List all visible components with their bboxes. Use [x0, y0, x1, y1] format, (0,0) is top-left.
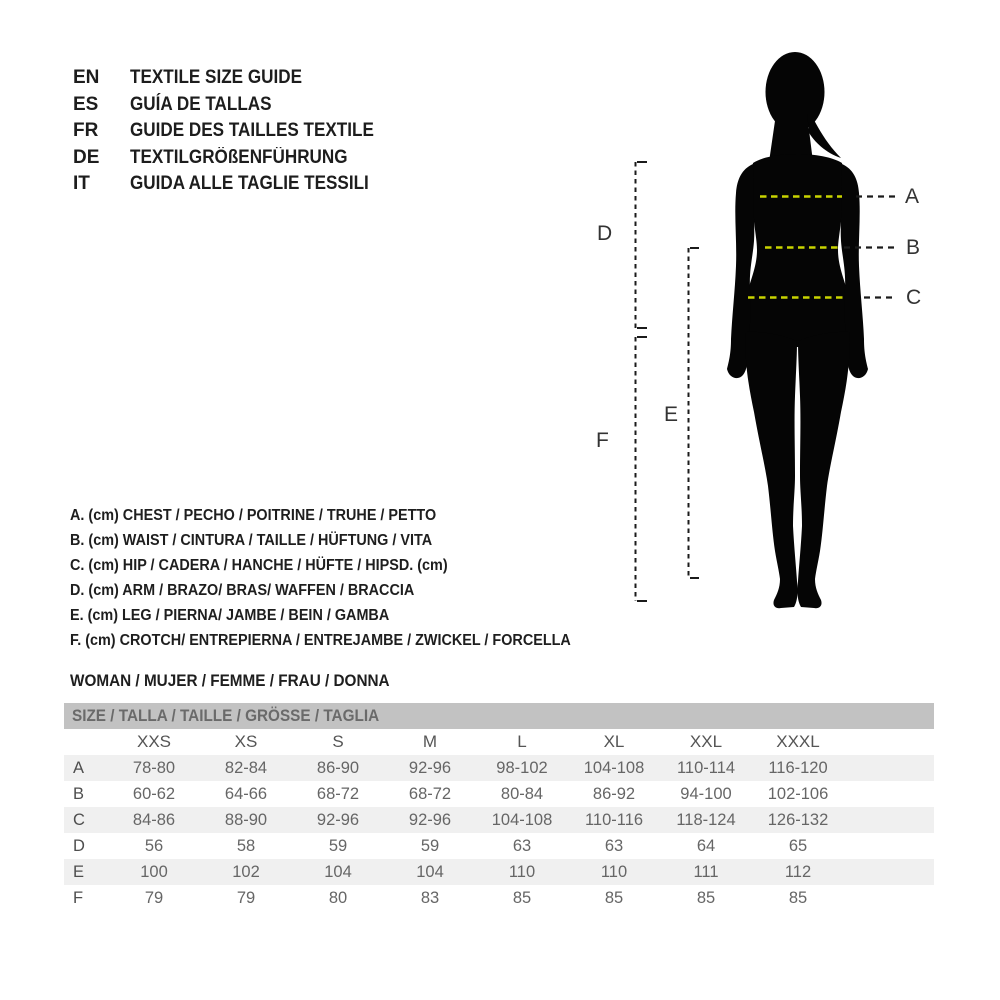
body-measure-dashes [748, 197, 845, 298]
gender-text: WOMAN / MUJER / FEMME / FRAU / DONNA [70, 671, 390, 690]
cell: 104 [324, 862, 352, 881]
legend-item-b [70, 528, 626, 553]
cell: 83 [420, 888, 440, 907]
cell: 118-124 [676, 810, 736, 829]
table-row [64, 833, 934, 859]
cell: 85 [788, 888, 808, 907]
cell: 65 [788, 836, 808, 855]
size-table-title: SIZE / TALLA / TAILLE / GRÖSSE / TAGLIA [72, 706, 380, 725]
cell: 86-90 [316, 758, 360, 777]
col-header: XXS [136, 732, 172, 751]
cell: 110-114 [676, 758, 736, 777]
lang-code: IT [73, 173, 90, 195]
cell: 92-96 [316, 810, 360, 829]
table-row [64, 807, 934, 833]
row-label: E [73, 862, 85, 881]
measure-label-d: D [597, 222, 613, 245]
measure-label-c: C [906, 286, 922, 309]
cell: 102 [232, 862, 260, 881]
cell: 59 [328, 836, 348, 855]
cell: 60-62 [132, 784, 176, 803]
row-label: F [73, 888, 84, 907]
measure-line-ticks [637, 162, 699, 601]
col-header: XXL [689, 732, 723, 751]
cell: 84-86 [132, 810, 176, 829]
legend-text: B. (cm) WAIST / CINTURA / TAILLE / HÜFTUNG / VITA [70, 531, 433, 549]
measurement-legend [70, 503, 626, 653]
cell: 104-108 [583, 758, 645, 777]
lang-row-es [73, 92, 401, 119]
cell: 94-100 [680, 784, 732, 803]
lang-code: ES [73, 93, 99, 115]
row-label: B [73, 784, 85, 803]
size-column-header-row [64, 729, 934, 755]
cell: 92-96 [408, 810, 452, 829]
col-header: XS [234, 732, 258, 751]
table-row [64, 859, 934, 885]
legend-item-e [70, 603, 626, 628]
legend-item-d [70, 578, 626, 603]
row-label: A [73, 758, 85, 777]
lang-row-fr [73, 118, 401, 145]
legend-item-c [70, 553, 626, 578]
cell: 112 [784, 862, 812, 881]
woman-silhouette [727, 52, 868, 608]
col-header: S [332, 732, 344, 751]
cell: 79 [144, 888, 164, 907]
legend-text: C. (cm) HIP / CADERA / HANCHE / HÜFTE / HIPSD. (cm) [70, 556, 448, 574]
lang-row-de [73, 145, 401, 172]
cell: 79 [236, 888, 256, 907]
lang-title: TEXTILGRÖßENFÜHRUNG [130, 146, 348, 168]
lang-row-en [73, 65, 401, 92]
size-table-title-bar [64, 703, 934, 729]
cell: 116-120 [768, 758, 828, 777]
lang-row-it [73, 171, 401, 198]
measure-label-a: A [905, 185, 920, 208]
legend-text: A. (cm) CHEST / PECHO / POITRINE / TRUHE / PETTO [70, 506, 437, 524]
language-title-block [73, 65, 401, 198]
cell: 86-92 [592, 784, 636, 803]
cell: 68-72 [408, 784, 452, 803]
vertical-measure-lines [636, 162, 689, 601]
cell: 104 [416, 862, 444, 881]
cell: 56 [144, 836, 164, 855]
legend-text: F. (cm) CROTCH/ ENTREPIERNA / ENTREJAMBE / ZWICKEL / FORCELLA [70, 631, 571, 649]
cell: 59 [420, 836, 440, 855]
cell: 58 [236, 836, 256, 855]
lang-code: DE [73, 146, 100, 168]
cell: 78-80 [132, 758, 176, 777]
cell: 110 [508, 862, 536, 881]
cell: 80 [328, 888, 348, 907]
cell: 85 [696, 888, 716, 907]
size-table [64, 703, 934, 911]
legend-text: E. (cm) LEG / PIERNA/ JAMBE / BEIN / GAMBA [70, 606, 390, 624]
cell: 100 [140, 862, 168, 881]
lang-title: TEXTILE SIZE GUIDE [130, 67, 302, 89]
col-header: L [517, 732, 527, 751]
col-header: M [422, 732, 438, 751]
cell: 80-84 [500, 784, 544, 803]
label-leader-dashes [844, 197, 897, 298]
cell: 98-102 [496, 758, 548, 777]
cell: 85 [512, 888, 532, 907]
table-row [64, 755, 934, 781]
lang-title: GUIDE DES TAILLES TEXTILE [130, 120, 374, 142]
cell: 126-132 [767, 810, 829, 829]
legend-text: D. (cm) ARM / BRAZO/ BRAS/ WAFFEN / BRACCIA [70, 581, 415, 599]
legend-item-f [70, 628, 626, 653]
cell: 104-108 [491, 810, 553, 829]
cell: 63 [604, 836, 624, 855]
cell: 64 [696, 836, 716, 855]
cell: 102-106 [767, 784, 829, 803]
lang-code: EN [73, 67, 100, 89]
cell: 110-116 [584, 810, 644, 829]
cell: 92-96 [408, 758, 452, 777]
row-label: D [73, 836, 85, 855]
lang-title: GUÍA DE TALLAS [130, 93, 272, 115]
lang-code: FR [73, 120, 99, 142]
cell: 63 [512, 836, 532, 855]
legend-item-a [70, 503, 626, 528]
cell: 82-84 [224, 758, 268, 777]
measure-label-e: E [664, 403, 679, 426]
cell: 111 [693, 862, 719, 881]
row-label: C [73, 810, 85, 829]
table-row [64, 781, 934, 807]
gender-heading [70, 671, 425, 691]
cell: 85 [604, 888, 624, 907]
table-row [64, 885, 934, 911]
cell: 64-66 [224, 784, 268, 803]
cell: 88-90 [224, 810, 268, 829]
cell: 110 [600, 862, 628, 881]
col-header: XL [603, 732, 625, 751]
lang-title: GUIDA ALLE TAGLIE TESSILI [130, 173, 369, 195]
measure-label-b: B [906, 236, 921, 259]
measure-label-f: F [596, 429, 609, 452]
col-header: XXXL [776, 732, 820, 751]
cell: 68-72 [316, 784, 360, 803]
